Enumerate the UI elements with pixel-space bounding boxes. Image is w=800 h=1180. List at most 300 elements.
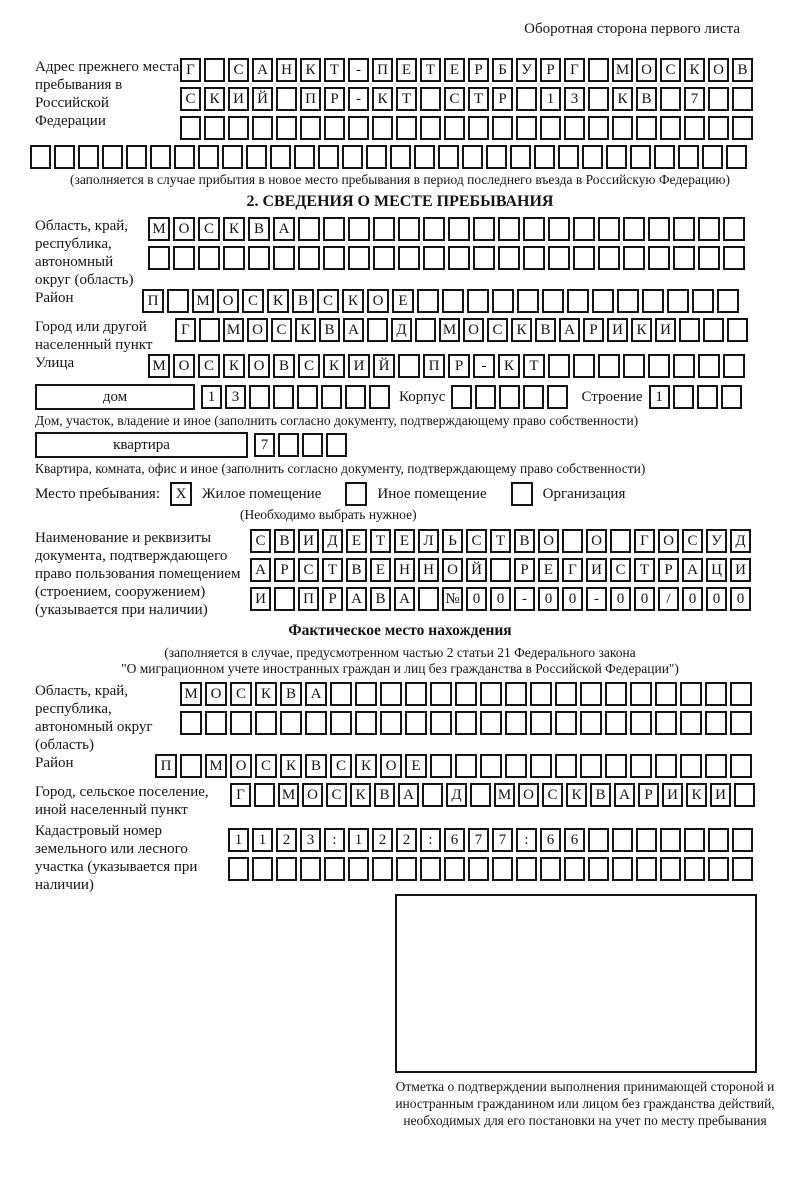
char-cell[interactable]: С: [317, 289, 339, 313]
char-cell[interactable]: Н: [276, 58, 297, 82]
char-cell[interactable]: [455, 682, 477, 706]
char-cell[interactable]: [480, 754, 502, 778]
char-cell[interactable]: Р: [322, 587, 343, 611]
char-cell[interactable]: П: [155, 754, 177, 778]
char-cell[interactable]: [548, 246, 570, 270]
char-cell[interactable]: [692, 289, 714, 313]
char-cell[interactable]: 3: [300, 828, 321, 852]
char-cell[interactable]: [205, 711, 227, 735]
char-cell[interactable]: Н: [418, 558, 439, 582]
char-cell[interactable]: 0: [466, 587, 487, 611]
char-cell[interactable]: В: [273, 354, 295, 378]
char-cell[interactable]: И: [298, 529, 319, 553]
char-cell[interactable]: П: [423, 354, 445, 378]
char-cell[interactable]: [555, 711, 577, 735]
char-cell[interactable]: [396, 116, 417, 140]
char-cell[interactable]: [660, 828, 681, 852]
char-cell[interactable]: В: [305, 754, 327, 778]
char-cell[interactable]: [648, 354, 670, 378]
char-cell[interactable]: С: [198, 354, 220, 378]
char-cell[interactable]: К: [355, 754, 377, 778]
char-cell[interactable]: 1: [348, 828, 369, 852]
char-cell[interactable]: В: [292, 289, 314, 313]
char-cell[interactable]: В: [370, 587, 391, 611]
char-cell[interactable]: [698, 217, 720, 241]
char-cell[interactable]: О: [173, 217, 195, 241]
char-cell[interactable]: [734, 783, 755, 807]
char-cell[interactable]: [438, 145, 459, 169]
char-cell[interactable]: М: [205, 754, 227, 778]
char-cell[interactable]: [648, 217, 670, 241]
char-cell[interactable]: П: [372, 58, 393, 82]
char-cell[interactable]: И: [250, 587, 271, 611]
char-cell[interactable]: [486, 145, 507, 169]
char-cell[interactable]: В: [636, 87, 657, 111]
char-cell[interactable]: [480, 682, 502, 706]
char-cell[interactable]: О: [205, 682, 227, 706]
char-cell[interactable]: Р: [492, 87, 513, 111]
char-cell[interactable]: [721, 385, 742, 409]
char-cell[interactable]: [723, 217, 745, 241]
char-cell[interactable]: [510, 145, 531, 169]
char-cell[interactable]: [390, 145, 411, 169]
char-cell[interactable]: Р: [658, 558, 679, 582]
char-cell[interactable]: -: [348, 58, 369, 82]
checkbox-inoe-pomeshchenie[interactable]: [345, 482, 367, 506]
char-cell[interactable]: Г: [562, 558, 583, 582]
char-cell[interactable]: К: [566, 783, 587, 807]
char-cell[interactable]: [345, 385, 366, 409]
char-cell[interactable]: К: [372, 87, 393, 111]
char-cell[interactable]: В: [514, 529, 535, 553]
char-cell[interactable]: 1: [252, 828, 273, 852]
char-cell[interactable]: 3: [225, 385, 246, 409]
char-cell[interactable]: 7: [468, 828, 489, 852]
char-cell[interactable]: С: [255, 754, 277, 778]
char-cell[interactable]: [562, 529, 583, 553]
char-cell[interactable]: В: [535, 318, 556, 342]
char-cell[interactable]: Е: [538, 558, 559, 582]
char-cell[interactable]: [564, 116, 585, 140]
char-cell[interactable]: -: [514, 587, 535, 611]
char-cell[interactable]: С: [487, 318, 508, 342]
char-cell[interactable]: [373, 217, 395, 241]
char-cell[interactable]: [246, 145, 267, 169]
char-cell[interactable]: [297, 385, 318, 409]
char-cell[interactable]: [547, 385, 568, 409]
char-cell[interactable]: -: [586, 587, 607, 611]
char-cell[interactable]: [588, 857, 609, 881]
char-cell[interactable]: [516, 857, 537, 881]
char-cell[interactable]: 0: [538, 587, 559, 611]
char-cell[interactable]: [102, 145, 123, 169]
char-cell[interactable]: [398, 354, 420, 378]
char-cell[interactable]: [444, 116, 465, 140]
char-cell[interactable]: 1: [228, 828, 249, 852]
char-cell[interactable]: К: [323, 354, 345, 378]
char-cell[interactable]: Й: [466, 558, 487, 582]
char-cell[interactable]: М: [192, 289, 214, 313]
char-cell[interactable]: [423, 246, 445, 270]
char-cell[interactable]: [420, 116, 441, 140]
char-cell[interactable]: Р: [540, 58, 561, 82]
char-cell[interactable]: [348, 116, 369, 140]
char-cell[interactable]: [442, 289, 464, 313]
char-cell[interactable]: [588, 828, 609, 852]
char-cell[interactable]: [380, 711, 402, 735]
char-cell[interactable]: П: [300, 87, 321, 111]
char-cell[interactable]: /: [658, 587, 679, 611]
char-cell[interactable]: К: [684, 58, 705, 82]
char-cell[interactable]: А: [614, 783, 635, 807]
char-cell[interactable]: С: [198, 217, 220, 241]
char-cell[interactable]: С: [682, 529, 703, 553]
char-cell[interactable]: С: [326, 783, 347, 807]
char-cell[interactable]: 2: [372, 828, 393, 852]
char-cell[interactable]: [697, 385, 718, 409]
char-cell[interactable]: А: [305, 682, 327, 706]
char-cell[interactable]: [355, 711, 377, 735]
char-cell[interactable]: [199, 318, 220, 342]
char-cell[interactable]: Т: [634, 558, 655, 582]
char-cell[interactable]: С: [230, 682, 252, 706]
char-cell[interactable]: [396, 857, 417, 881]
char-cell[interactable]: [732, 857, 753, 881]
char-cell[interactable]: [54, 145, 75, 169]
char-cell[interactable]: [473, 246, 495, 270]
char-cell[interactable]: [708, 87, 729, 111]
char-cell[interactable]: Д: [322, 529, 343, 553]
char-cell[interactable]: [414, 145, 435, 169]
char-cell[interactable]: С: [444, 87, 465, 111]
char-cell[interactable]: [348, 217, 370, 241]
char-cell[interactable]: [230, 711, 252, 735]
char-cell[interactable]: О: [463, 318, 484, 342]
char-cell[interactable]: В: [732, 58, 753, 82]
char-cell[interactable]: -: [348, 87, 369, 111]
char-cell[interactable]: [223, 246, 245, 270]
char-cell[interactable]: Г: [180, 58, 201, 82]
char-cell[interactable]: [636, 828, 657, 852]
char-cell[interactable]: К: [223, 354, 245, 378]
char-cell[interactable]: П: [142, 289, 164, 313]
char-cell[interactable]: [180, 711, 202, 735]
char-cell[interactable]: [732, 116, 753, 140]
char-cell[interactable]: П: [298, 587, 319, 611]
char-cell[interactable]: [417, 289, 439, 313]
char-cell[interactable]: [415, 318, 436, 342]
char-cell[interactable]: [523, 217, 545, 241]
char-cell[interactable]: [167, 289, 189, 313]
char-cell[interactable]: К: [280, 754, 302, 778]
char-cell[interactable]: [300, 116, 321, 140]
char-cell[interactable]: О: [518, 783, 539, 807]
char-cell[interactable]: [348, 857, 369, 881]
char-cell[interactable]: [405, 682, 427, 706]
char-cell[interactable]: О: [302, 783, 323, 807]
char-cell[interactable]: У: [516, 58, 537, 82]
char-cell[interactable]: [444, 857, 465, 881]
char-cell[interactable]: [298, 217, 320, 241]
char-cell[interactable]: [573, 354, 595, 378]
char-cell[interactable]: А: [250, 558, 271, 582]
char-cell[interactable]: И: [348, 354, 370, 378]
char-cell[interactable]: О: [173, 354, 195, 378]
char-cell[interactable]: [623, 246, 645, 270]
char-cell[interactable]: [723, 354, 745, 378]
char-cell[interactable]: Е: [394, 529, 415, 553]
char-cell[interactable]: [673, 354, 695, 378]
char-cell[interactable]: [470, 783, 491, 807]
char-cell[interactable]: [698, 354, 720, 378]
char-cell[interactable]: [655, 754, 677, 778]
char-cell[interactable]: М: [439, 318, 460, 342]
char-cell[interactable]: 0: [682, 587, 703, 611]
char-cell[interactable]: Т: [420, 58, 441, 82]
char-cell[interactable]: [418, 587, 439, 611]
checkbox-zhiloe-pomeshchenie[interactable]: X: [170, 482, 192, 506]
char-cell[interactable]: [705, 711, 727, 735]
char-cell[interactable]: О: [248, 354, 270, 378]
char-cell[interactable]: [499, 385, 520, 409]
char-cell[interactable]: В: [274, 529, 295, 553]
char-cell[interactable]: [148, 246, 170, 270]
char-cell[interactable]: [703, 318, 724, 342]
char-cell[interactable]: [582, 145, 603, 169]
char-cell[interactable]: -: [473, 354, 495, 378]
char-cell[interactable]: [673, 246, 695, 270]
char-cell[interactable]: [548, 354, 570, 378]
char-cell[interactable]: Д: [391, 318, 412, 342]
char-cell[interactable]: [555, 754, 577, 778]
char-cell[interactable]: [660, 857, 681, 881]
char-cell[interactable]: Т: [324, 58, 345, 82]
char-cell[interactable]: [198, 145, 219, 169]
char-cell[interactable]: Й: [373, 354, 395, 378]
char-cell[interactable]: Г: [564, 58, 585, 82]
char-cell[interactable]: А: [559, 318, 580, 342]
char-cell[interactable]: М: [223, 318, 244, 342]
char-cell[interactable]: 0: [730, 587, 751, 611]
char-cell[interactable]: [255, 711, 277, 735]
char-cell[interactable]: [680, 754, 702, 778]
char-cell[interactable]: К: [342, 289, 364, 313]
char-cell[interactable]: [606, 145, 627, 169]
char-cell[interactable]: [324, 116, 345, 140]
char-cell[interactable]: [684, 857, 705, 881]
char-cell[interactable]: [708, 116, 729, 140]
char-cell[interactable]: 0: [706, 587, 727, 611]
char-cell[interactable]: [727, 318, 748, 342]
char-cell[interactable]: [580, 711, 602, 735]
char-cell[interactable]: Т: [322, 558, 343, 582]
char-cell[interactable]: [252, 857, 273, 881]
char-cell[interactable]: [302, 433, 323, 457]
char-cell[interactable]: К: [498, 354, 520, 378]
char-cell[interactable]: Е: [370, 558, 391, 582]
char-cell[interactable]: [405, 711, 427, 735]
char-cell[interactable]: Л: [418, 529, 439, 553]
char-cell[interactable]: [723, 246, 745, 270]
char-cell[interactable]: К: [511, 318, 532, 342]
char-cell[interactable]: О: [538, 529, 559, 553]
char-cell[interactable]: [523, 246, 545, 270]
char-cell[interactable]: Т: [523, 354, 545, 378]
char-cell[interactable]: Т: [370, 529, 391, 553]
char-cell[interactable]: [298, 246, 320, 270]
char-cell[interactable]: 6: [564, 828, 585, 852]
char-cell[interactable]: О: [442, 558, 463, 582]
char-cell[interactable]: О: [230, 754, 252, 778]
char-cell[interactable]: А: [343, 318, 364, 342]
char-cell[interactable]: [420, 87, 441, 111]
char-cell[interactable]: [673, 385, 694, 409]
char-cell[interactable]: 2: [396, 828, 417, 852]
char-cell[interactable]: [204, 58, 225, 82]
char-cell[interactable]: [726, 145, 747, 169]
char-cell[interactable]: [373, 246, 395, 270]
char-cell[interactable]: [366, 145, 387, 169]
char-cell[interactable]: [422, 783, 443, 807]
char-cell[interactable]: [430, 754, 452, 778]
char-cell[interactable]: [642, 289, 664, 313]
char-cell[interactable]: Г: [175, 318, 196, 342]
char-cell[interactable]: [730, 754, 752, 778]
char-cell[interactable]: С: [660, 58, 681, 82]
char-cell[interactable]: 7: [492, 828, 513, 852]
char-cell[interactable]: С: [298, 354, 320, 378]
char-cell[interactable]: 0: [610, 587, 631, 611]
char-cell[interactable]: [492, 116, 513, 140]
char-cell[interactable]: 1: [649, 385, 670, 409]
char-cell[interactable]: Т: [396, 87, 417, 111]
char-cell[interactable]: [473, 217, 495, 241]
char-cell[interactable]: [732, 87, 753, 111]
char-cell[interactable]: [300, 857, 321, 881]
char-cell[interactable]: [228, 857, 249, 881]
char-cell[interactable]: [660, 116, 681, 140]
char-cell[interactable]: Т: [490, 529, 511, 553]
char-cell[interactable]: [605, 682, 627, 706]
char-cell[interactable]: [655, 682, 677, 706]
char-cell[interactable]: 3: [564, 87, 585, 111]
char-cell[interactable]: :: [420, 828, 441, 852]
char-cell[interactable]: [222, 145, 243, 169]
char-cell[interactable]: [273, 246, 295, 270]
char-cell[interactable]: [605, 711, 627, 735]
char-cell[interactable]: В: [374, 783, 395, 807]
char-cell[interactable]: [505, 754, 527, 778]
char-cell[interactable]: [423, 217, 445, 241]
char-cell[interactable]: [348, 246, 370, 270]
char-cell[interactable]: [530, 711, 552, 735]
char-cell[interactable]: С: [242, 289, 264, 313]
char-cell[interactable]: А: [394, 587, 415, 611]
char-cell[interactable]: [598, 354, 620, 378]
char-cell[interactable]: [323, 246, 345, 270]
char-cell[interactable]: Ь: [442, 529, 463, 553]
char-cell[interactable]: Р: [448, 354, 470, 378]
char-cell[interactable]: [505, 682, 527, 706]
char-cell[interactable]: [730, 682, 752, 706]
char-cell[interactable]: [273, 385, 294, 409]
char-cell[interactable]: [505, 711, 527, 735]
checkbox-organizatsiya[interactable]: [511, 482, 533, 506]
char-cell[interactable]: С: [271, 318, 292, 342]
char-cell[interactable]: А: [346, 587, 367, 611]
char-cell[interactable]: А: [682, 558, 703, 582]
char-cell[interactable]: К: [686, 783, 707, 807]
char-cell[interactable]: [630, 711, 652, 735]
char-cell[interactable]: [280, 711, 302, 735]
char-cell[interactable]: 0: [490, 587, 511, 611]
char-cell[interactable]: [610, 529, 631, 553]
char-cell[interactable]: М: [494, 783, 515, 807]
char-cell[interactable]: И: [710, 783, 731, 807]
char-cell[interactable]: [462, 145, 483, 169]
char-cell[interactable]: [430, 711, 452, 735]
char-cell[interactable]: О: [217, 289, 239, 313]
char-cell[interactable]: Т: [468, 87, 489, 111]
char-cell[interactable]: [492, 857, 513, 881]
char-cell[interactable]: [198, 246, 220, 270]
char-cell[interactable]: [367, 318, 388, 342]
char-cell[interactable]: [420, 857, 441, 881]
char-cell[interactable]: К: [295, 318, 316, 342]
char-cell[interactable]: 6: [444, 828, 465, 852]
char-cell[interactable]: [180, 116, 201, 140]
char-cell[interactable]: И: [655, 318, 676, 342]
char-cell[interactable]: М: [612, 58, 633, 82]
char-cell[interactable]: [398, 246, 420, 270]
char-cell[interactable]: [173, 246, 195, 270]
char-cell[interactable]: [516, 87, 537, 111]
char-cell[interactable]: О: [636, 58, 657, 82]
char-cell[interactable]: [636, 116, 657, 140]
char-cell[interactable]: №: [442, 587, 463, 611]
char-cell[interactable]: [636, 857, 657, 881]
char-cell[interactable]: Р: [583, 318, 604, 342]
char-cell[interactable]: [680, 682, 702, 706]
char-cell[interactable]: [542, 289, 564, 313]
char-cell[interactable]: [430, 682, 452, 706]
char-cell[interactable]: [730, 711, 752, 735]
char-cell[interactable]: [530, 682, 552, 706]
char-cell[interactable]: Е: [396, 58, 417, 82]
char-cell[interactable]: [548, 217, 570, 241]
char-cell[interactable]: [126, 145, 147, 169]
char-cell[interactable]: [372, 857, 393, 881]
char-cell[interactable]: [276, 87, 297, 111]
char-cell[interactable]: А: [252, 58, 273, 82]
char-cell[interactable]: [660, 87, 681, 111]
char-cell[interactable]: [623, 217, 645, 241]
char-cell[interactable]: [323, 217, 345, 241]
char-cell[interactable]: [248, 246, 270, 270]
char-cell[interactable]: С: [228, 58, 249, 82]
char-cell[interactable]: [78, 145, 99, 169]
char-cell[interactable]: С: [542, 783, 563, 807]
char-cell[interactable]: В: [346, 558, 367, 582]
char-cell[interactable]: [708, 828, 729, 852]
char-cell[interactable]: С: [610, 558, 631, 582]
char-cell[interactable]: [498, 246, 520, 270]
char-cell[interactable]: В: [248, 217, 270, 241]
char-cell[interactable]: Е: [346, 529, 367, 553]
char-cell[interactable]: [605, 754, 627, 778]
char-cell[interactable]: [648, 246, 670, 270]
char-cell[interactable]: [516, 116, 537, 140]
